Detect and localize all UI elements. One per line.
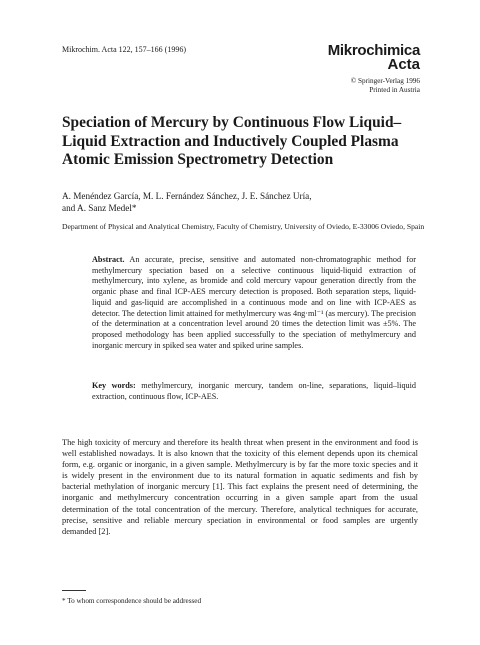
journal-reference: Mikrochim. Acta 122, 157–166 (1996)	[62, 45, 186, 54]
authors-line-2: and A. Sanz Medel*	[62, 203, 137, 213]
authors-line-1: A. Menéndez García, M. L. Fernández Sánchez, J. E. Sánchez Uría,	[62, 191, 312, 201]
keywords	[92, 381, 416, 402]
journal-logo	[328, 44, 420, 72]
footnote: * To whom correspondence should be addressed	[62, 597, 202, 605]
abstract-label: Abstract.	[92, 255, 125, 264]
intro-paragraph: The high toxicity of mercury and therefore its health threat when present in the environment and food is well established nowadays. It is also known that the toxicity of this element depends upon its chemical form, e.g. organic or inorganic, in a given sample. Methylmercury is by far the more toxic species and it is widely present in the environment due to its natural formation in aquatic sediments and fish by bacterial methylation of inorganic mercury [1]. This fact explains the present need of determining, the inorganic and methylmercury concentration occurring in a given sample apart from the usual determination of the total concentration of the mercury. Therefore, analytical techniques for accurate, precise, sensitive and reliable mercury speciation in environmental or food samples are urgently demanded [2].	[62, 438, 418, 536]
logo-line-2: Acta	[387, 56, 420, 73]
copyright-line: © Springer-Verlag 1996	[350, 77, 420, 85]
footnote-divider	[62, 590, 86, 591]
logo-line-1: Mikrochimica	[327, 42, 420, 59]
authors	[62, 190, 432, 214]
copyright-block	[351, 77, 420, 95]
abstract	[92, 255, 416, 351]
keywords-text: methylmercury, inorganic mercury, tandem on-line, separations, liquid–liquid extraction, continuous flow, ICP-AES.	[92, 381, 417, 401]
affiliation: Department of Physical and Analytical Chemistry, Faculty of Chemistry, University of Oviedo, E-33006 Oviedo, Spain	[62, 222, 425, 231]
printed-line: Printed in Austria	[369, 86, 420, 94]
article-title: Speciation of Mercury by Continuous Flow Liquid–Liquid Extraction and Inductively Coupled Plasma Atomic Emission Spectrometry Detection	[62, 114, 402, 168]
keywords-label: Key words:	[92, 381, 136, 390]
abstract-text: An accurate, precise, sensitive and automated non-chromatographic method for methylmercury speciation based on a selective continuous liquid-liquid extraction of methylmercury, into xylene, as bromide and cold mercury vapour generation directly from the organic phase and final ICP-AES mercury detection is proposed. Both separation steps, liquid-liquid and gas-liquid are accomplished in a continuous mode and on line with ICP-AES as detector. The detection limit attained for methylmercury was 4ng·ml⁻¹ (as mercury). The precision of the determination at a concentration level around 20 times the detection limit was ±5%. The proposed methodology has been applied successfully to the speciation of methylmercury and inorganic mercury in spiked sea water and spiked urine samples.	[92, 255, 416, 350]
